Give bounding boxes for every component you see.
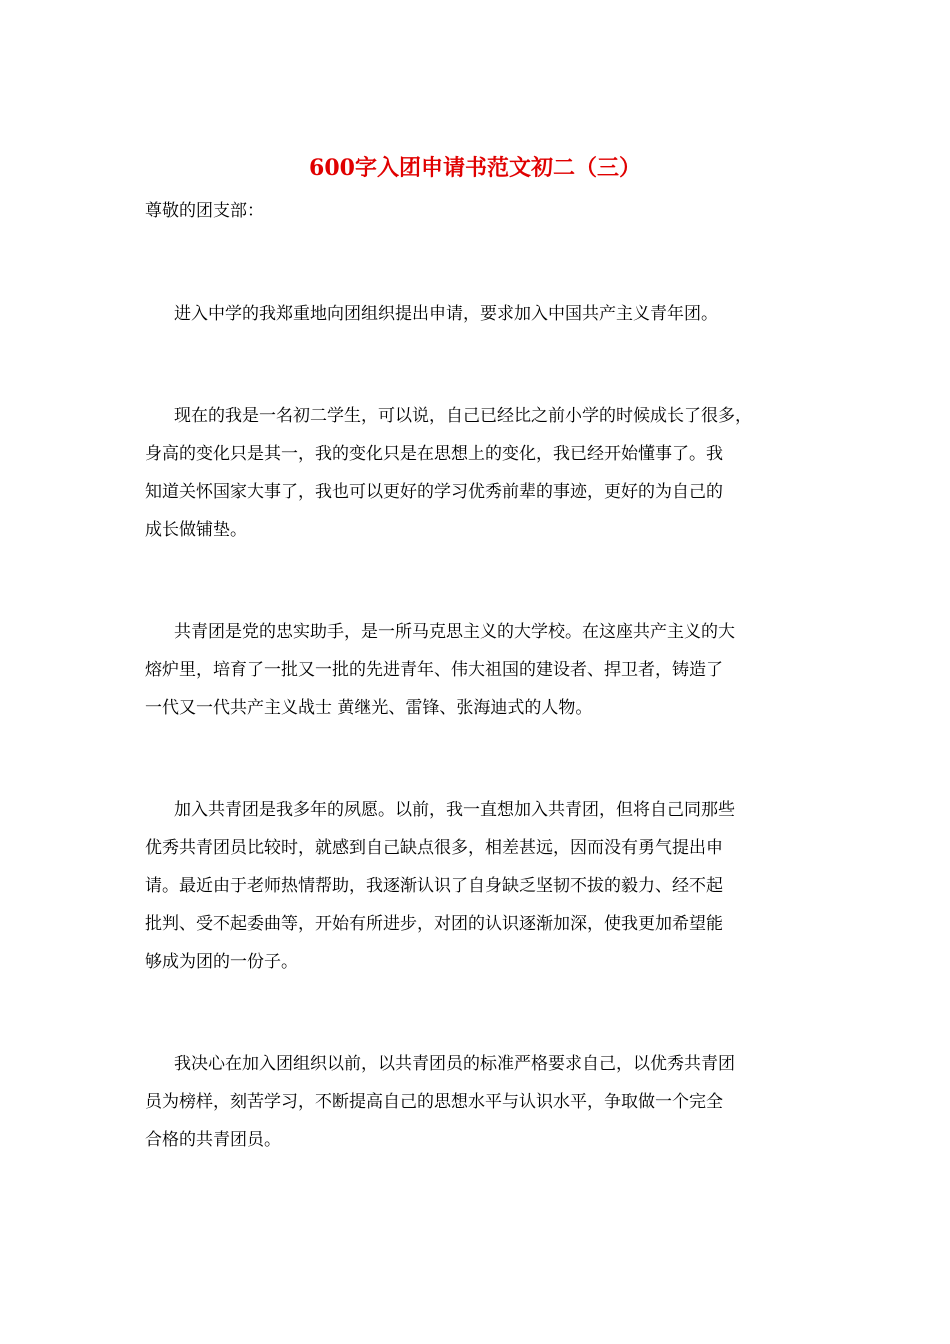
paragraph-5-line-3: 合格的共青团员。	[145, 1130, 281, 1150]
paragraph-1-line-1: 进入中学的我郑重地向团组织提出申请，要求加入中国共产主义青年团。	[174, 304, 718, 324]
paragraph-2-line-2: 身高的变化只是其一，我的变化只是在思想上的变化，我已经开始懂事了。我	[145, 444, 723, 464]
paragraph-3-line-2: 熔炉里，培育了一批又一批的先进青年、伟大祖国的建设者、捍卫者，铸造了	[145, 660, 723, 680]
paragraph-4-line-1: 加入共青团是我多年的夙愿。以前，我一直想加入共青团，但将自己同那些	[174, 800, 735, 820]
paragraph-2-line-3: 知道关怀国家大事了，我也可以更好的学习优秀前辈的事迹，更好的为自己的	[145, 482, 723, 502]
document-title: 600字入团申请书范文初二（三）	[309, 155, 641, 181]
salutation: 尊敬的团支部：	[145, 201, 264, 221]
paragraph-4-line-3: 请。最近由于老师热情帮助，我逐渐认识了自身缺乏坚韧不拔的毅力、经不起	[145, 876, 723, 896]
paragraph-4-line-2: 优秀共青团员比较时，就感到自己缺点很多，相差甚远，因而没有勇气提出申	[145, 838, 723, 858]
paragraph-4-line-4: 批判、受不起委曲等，开始有所进步，对团的认识逐渐加深，使我更加希望能	[145, 914, 723, 934]
paragraph-3-line-3: 一代又一代共产主义战士 黄继光、雷锋、张海迪式的人物。	[145, 698, 593, 718]
paragraph-3-line-1: 共青团是党的忠实助手，是一所马克思主义的大学校。在这座共产主义的大	[174, 622, 735, 642]
paragraph-5-line-1: 我决心在加入团组织以前，以共青团员的标准严格要求自己，以优秀共青团	[174, 1054, 735, 1074]
paragraph-5-line-2: 员为榜样，刻苦学习，不断提高自己的思想水平与认识水平，争取做一个完全	[145, 1092, 723, 1112]
paragraph-2-line-1: 现在的我是一名初二学生，可以说，自己已经比之前小学的时候成长了很多，	[174, 406, 752, 426]
paragraph-4-line-5: 够成为团的一份子。	[145, 952, 298, 972]
paragraph-2-line-4: 成长做铺垫。	[145, 520, 247, 540]
